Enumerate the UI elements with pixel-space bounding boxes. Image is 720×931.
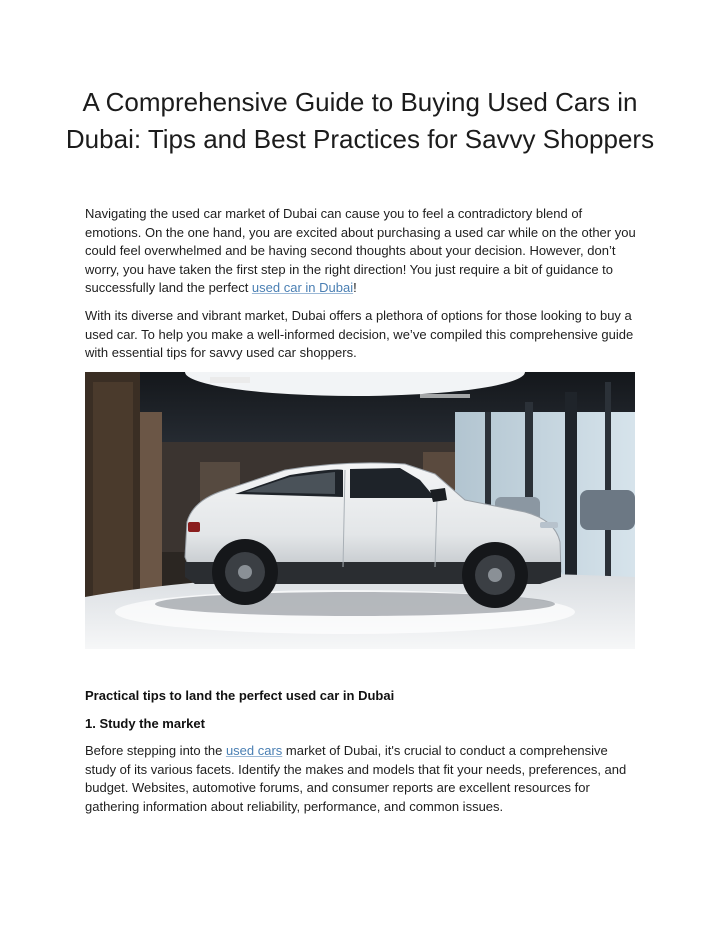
study-text-end: market of Dubai, it's crucial to conduct a comprehensive study of its various facets. Identify the makes and models that fit your needs, preferences, and budget. Websites, automotive forums, and consumer reports are excellent resources for gathering information about reliability, performance, and common issues.: [85, 743, 627, 814]
subsection-heading: 1. Study the market: [85, 716, 205, 731]
second-paragraph: With its diverse and vibrant market, Dubai offers a plethora of options for those looking to buy a used car. To help you make a well-informed decision, we’ve compiled this comprehensive guide with essential tips for savvy used car shoppers.: [85, 308, 634, 361]
document-title: A Comprehensive Guide to Buying Used Cars in Dubai: Tips and Best Practices for Savvy Shoppers: [65, 87, 655, 154]
used-cars-link[interactable]: used cars: [225, 743, 283, 758]
intro-text-end: !: [353, 280, 357, 296]
study-text: Before stepping into the: [85, 743, 226, 758]
intro-text: Navigating the used car market of Dubai can cause you to feel a contradictory blend of emotions. On the one hand, you are excited about purchasing a used car while on the other you could feel overwhelmed and be having second thoughts about your decision. However, don’t worry, you have taken the first step in the right direction! You just require a bit of guidance to successfully land the perfect: [85, 206, 636, 296]
intro-paragraph: [85, 205, 640, 298]
section-heading: Practical tips to land the perfect used car in Dubai: [85, 688, 395, 703]
car-showroom-photo: [85, 372, 635, 649]
used-car-in-dubai-link[interactable]: used car in Dubai: [251, 280, 354, 296]
study-market-paragraph: [85, 742, 640, 816]
